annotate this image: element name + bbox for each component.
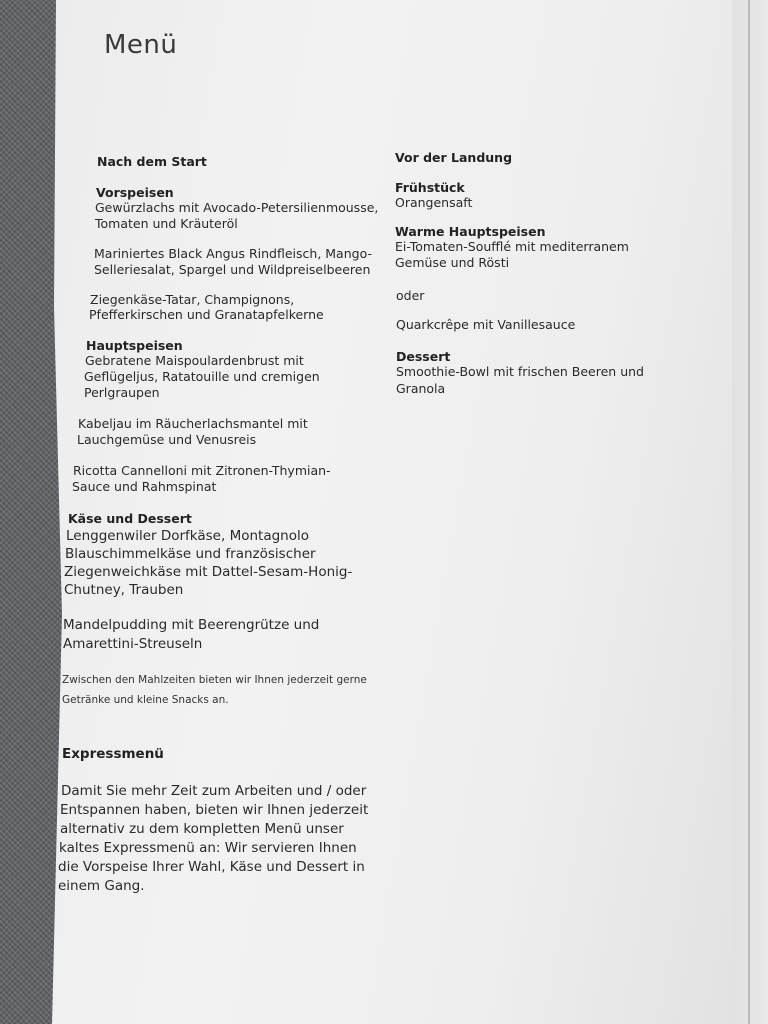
menu-item-line: Kabeljau im Räucherlachsmantel mit [78,416,308,431]
snacks-note-line: Zwischen den Mahlzeiten bieten wir Ihnen jederzeit gerne [62,674,367,686]
heading-expressmenu: Expressmenü [62,746,164,762]
menu-item-line: Ziegenkäse-Tatar, Champignons, [90,292,295,307]
menu-item-line: Tomaten und Kräuteröl [95,216,238,231]
section-title-after-takeoff: Nach dem Start [97,154,207,169]
express-text-line: kaltes Expressmenü an: Wir servieren Ihnen [59,840,357,856]
express-text-line: einem Gang. [58,878,145,894]
menu-item-line: Geflügeljus, Ratatouille und cremigen [84,369,320,384]
express-text-line: die Vorspeise Ihrer Wahl, Käse und Dessert in [58,859,365,875]
menu-item-line: Gemüse und Rösti [395,255,510,270]
menu-item-line: Gebratene Maispoulardenbrust mit [85,353,304,368]
or-separator: oder [396,288,425,303]
menu-item-line: Smoothie-Bowl mit frischen Beeren und [396,364,644,379]
menu-item-line: Ricotta Cannelloni mit Zitronen-Thymian- [73,463,331,478]
heading-warme-hauptspeisen: Warme Hauptspeisen [395,224,546,239]
menu-item-line: Sauce und Rahmspinat [72,479,217,494]
menu-item-line: Mariniertes Black Angus Rindfleisch, Mango- [94,246,372,261]
menu-item-line: Ziegenweichkäse mit Dattel-Sesam-Honig- [64,564,353,580]
menu-item-line: Selleriesalat, Spargel und Wildpreiselbeeren [94,262,371,277]
section-title-before-landing: Vor der Landung [395,150,513,165]
menu-item-line: Mandelpudding mit Beerengrütze und [63,617,320,633]
menu-item-line: Ei-Tomaten-Soufflé mit mediterranem [395,239,629,254]
menu-item-line: Granola [396,381,446,396]
menu-item-line: Pfefferkirschen und Granatapfelkerne [89,307,324,322]
express-text-line: Damit Sie mehr Zeit zum Arbeiten und / oder [61,783,367,799]
menu-item-line: Lauchgemüse und Venusreis [77,432,257,447]
heading-dessert: Dessert [396,349,451,364]
heading-kaese-dessert: Käse und Dessert [68,511,192,526]
menu-item-line: Perlgraupen [84,385,160,400]
heading-hauptspeisen: Hauptspeisen [86,338,183,353]
express-text-line: Entspannen haben, bieten wir Ihnen jederzeit [60,802,369,818]
heading-fruehstueck: Frühstück [395,180,465,195]
page-fold-line [748,0,750,1024]
menu-item-line: Quarkcrêpe mit Vanillesauce [396,317,576,332]
menu-item-line: Amarettini-Streuseln [63,636,203,652]
menu-item-line: Blauschimmelkäse und französischer [65,546,316,562]
snacks-note-line: Getränke und kleine Snacks an. [62,694,229,706]
heading-vorspeisen: Vorspeisen [96,185,174,200]
menu-item-line: Gewürzlachs mit Avocado-Petersilienmousse, [95,200,379,215]
menu-item-line: Orangensaft [395,195,473,210]
express-text-line: alternativ zu dem kompletten Menü unser [60,821,344,837]
menu-item-line: Chutney, Trauben [64,582,184,598]
menu-item-line: Lenggenwiler Dorfkäse, Montagnolo [66,528,309,544]
page-title: Menü [104,30,178,60]
